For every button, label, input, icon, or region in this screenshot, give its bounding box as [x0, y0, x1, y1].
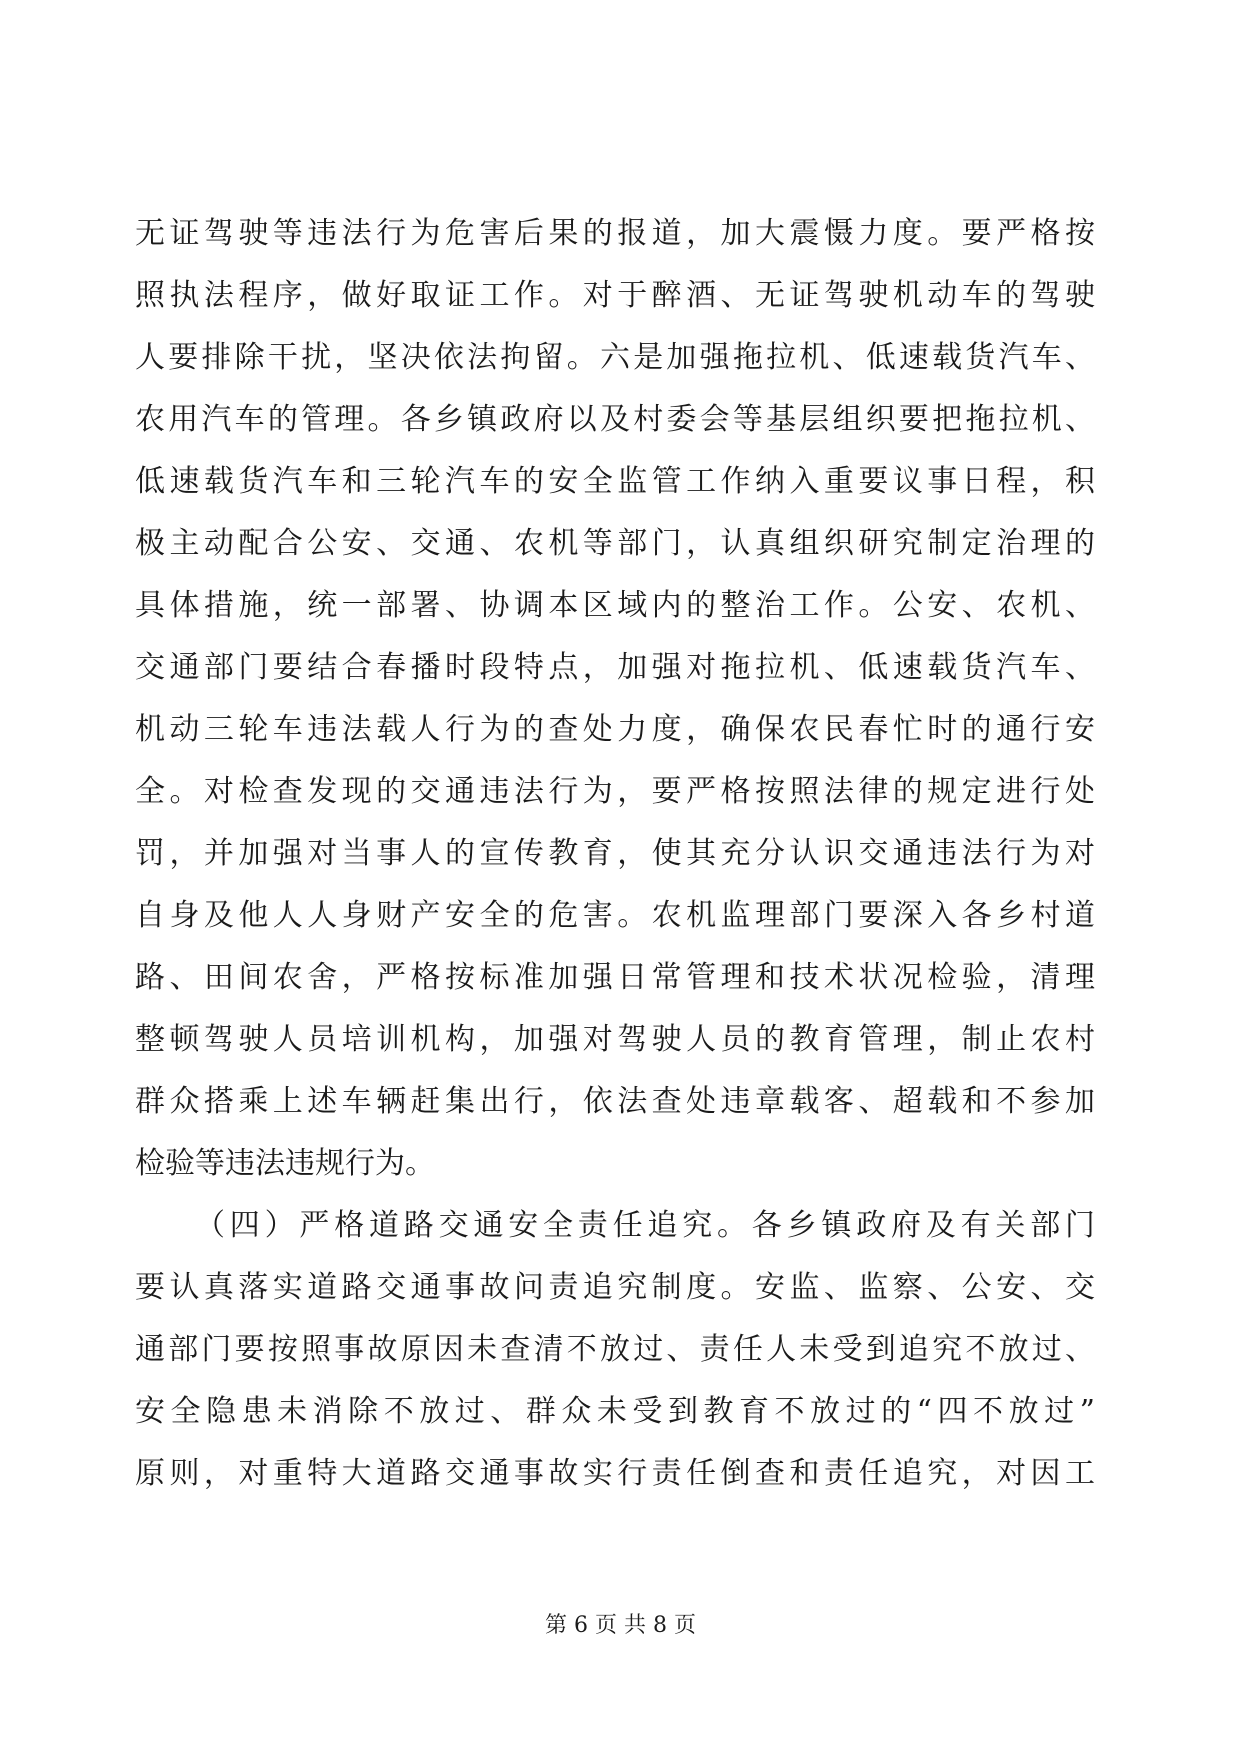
text-line: 机动三轮车违法载人行为的查处力度，确保农民春忙时的通行安	[135, 712, 1095, 747]
text-line: 无证驾驶等违法行为危害后果的报道，加大震慑力度。要严格按	[135, 216, 1095, 251]
text-line: 安全隐患未消除不放过、群众未受到教育不放过的“四不放过”	[135, 1394, 1095, 1429]
text-line: 全。对检查发现的交通违法行为，要严格按照法律的规定进行处	[135, 774, 1095, 809]
text-line: 极主动配合公安、交通、农机等部门，认真组织研究制定治理的	[135, 526, 1095, 561]
text-line: 整顿驾驶人员培训机构，加强对驾驶人员的教育管理，制止农村	[135, 1022, 1095, 1057]
text-line: 照执法程序，做好取证工作。对于醉酒、无证驾驶机动车的驾驶	[135, 278, 1095, 313]
text-line: 罚，并加强对当事人的宣传教育，使其充分认识交通违法行为对	[135, 836, 1095, 871]
text-line: 原则，对重特大道路交通事故实行责任倒查和责任追究，对因工	[135, 1456, 1095, 1491]
text-line: 具体措施，统一部署、协调本区域内的整治工作。公安、农机、	[135, 588, 1095, 623]
text-line: 交通部门要结合春播时段特点，加强对拖拉机、低速载货汽车、	[135, 650, 1095, 685]
text-line: 路、田间农舍，严格按标准加强日常管理和技术状况检验，清理	[135, 960, 1095, 995]
text-line: 要认真落实道路交通事故问责追究制度。安监、监察、公安、交	[135, 1270, 1095, 1305]
text-line: 农用汽车的管理。各乡镇政府以及村委会等基层组织要把拖拉机、	[135, 402, 1095, 437]
text-line: 群众搭乘上述车辆赶集出行，依法查处违章载客、超载和不参加	[135, 1084, 1095, 1119]
text-line: 检验等违法违规行为。	[135, 1146, 435, 1181]
text-line: 自身及他人人身财产安全的危害。农机监理部门要深入各乡村道	[135, 898, 1095, 933]
body-text	[135, 203, 1095, 1505]
text-line: 人要排除干扰，坚决依法拘留。六是加强拖拉机、低速载货汽车、	[135, 340, 1095, 375]
page-number-footer: 第 6 页 共 8 页	[545, 1613, 696, 1638]
text-line: （四）严格道路交通安全责任追究。各乡镇政府及有关部门	[195, 1208, 1095, 1243]
text-line: 通部门要按照事故原因未查清不放过、责任人未受到追究不放过、	[135, 1332, 1095, 1367]
text-line: 低速载货汽车和三轮汽车的安全监管工作纳入重要议事日程，积	[135, 464, 1095, 499]
